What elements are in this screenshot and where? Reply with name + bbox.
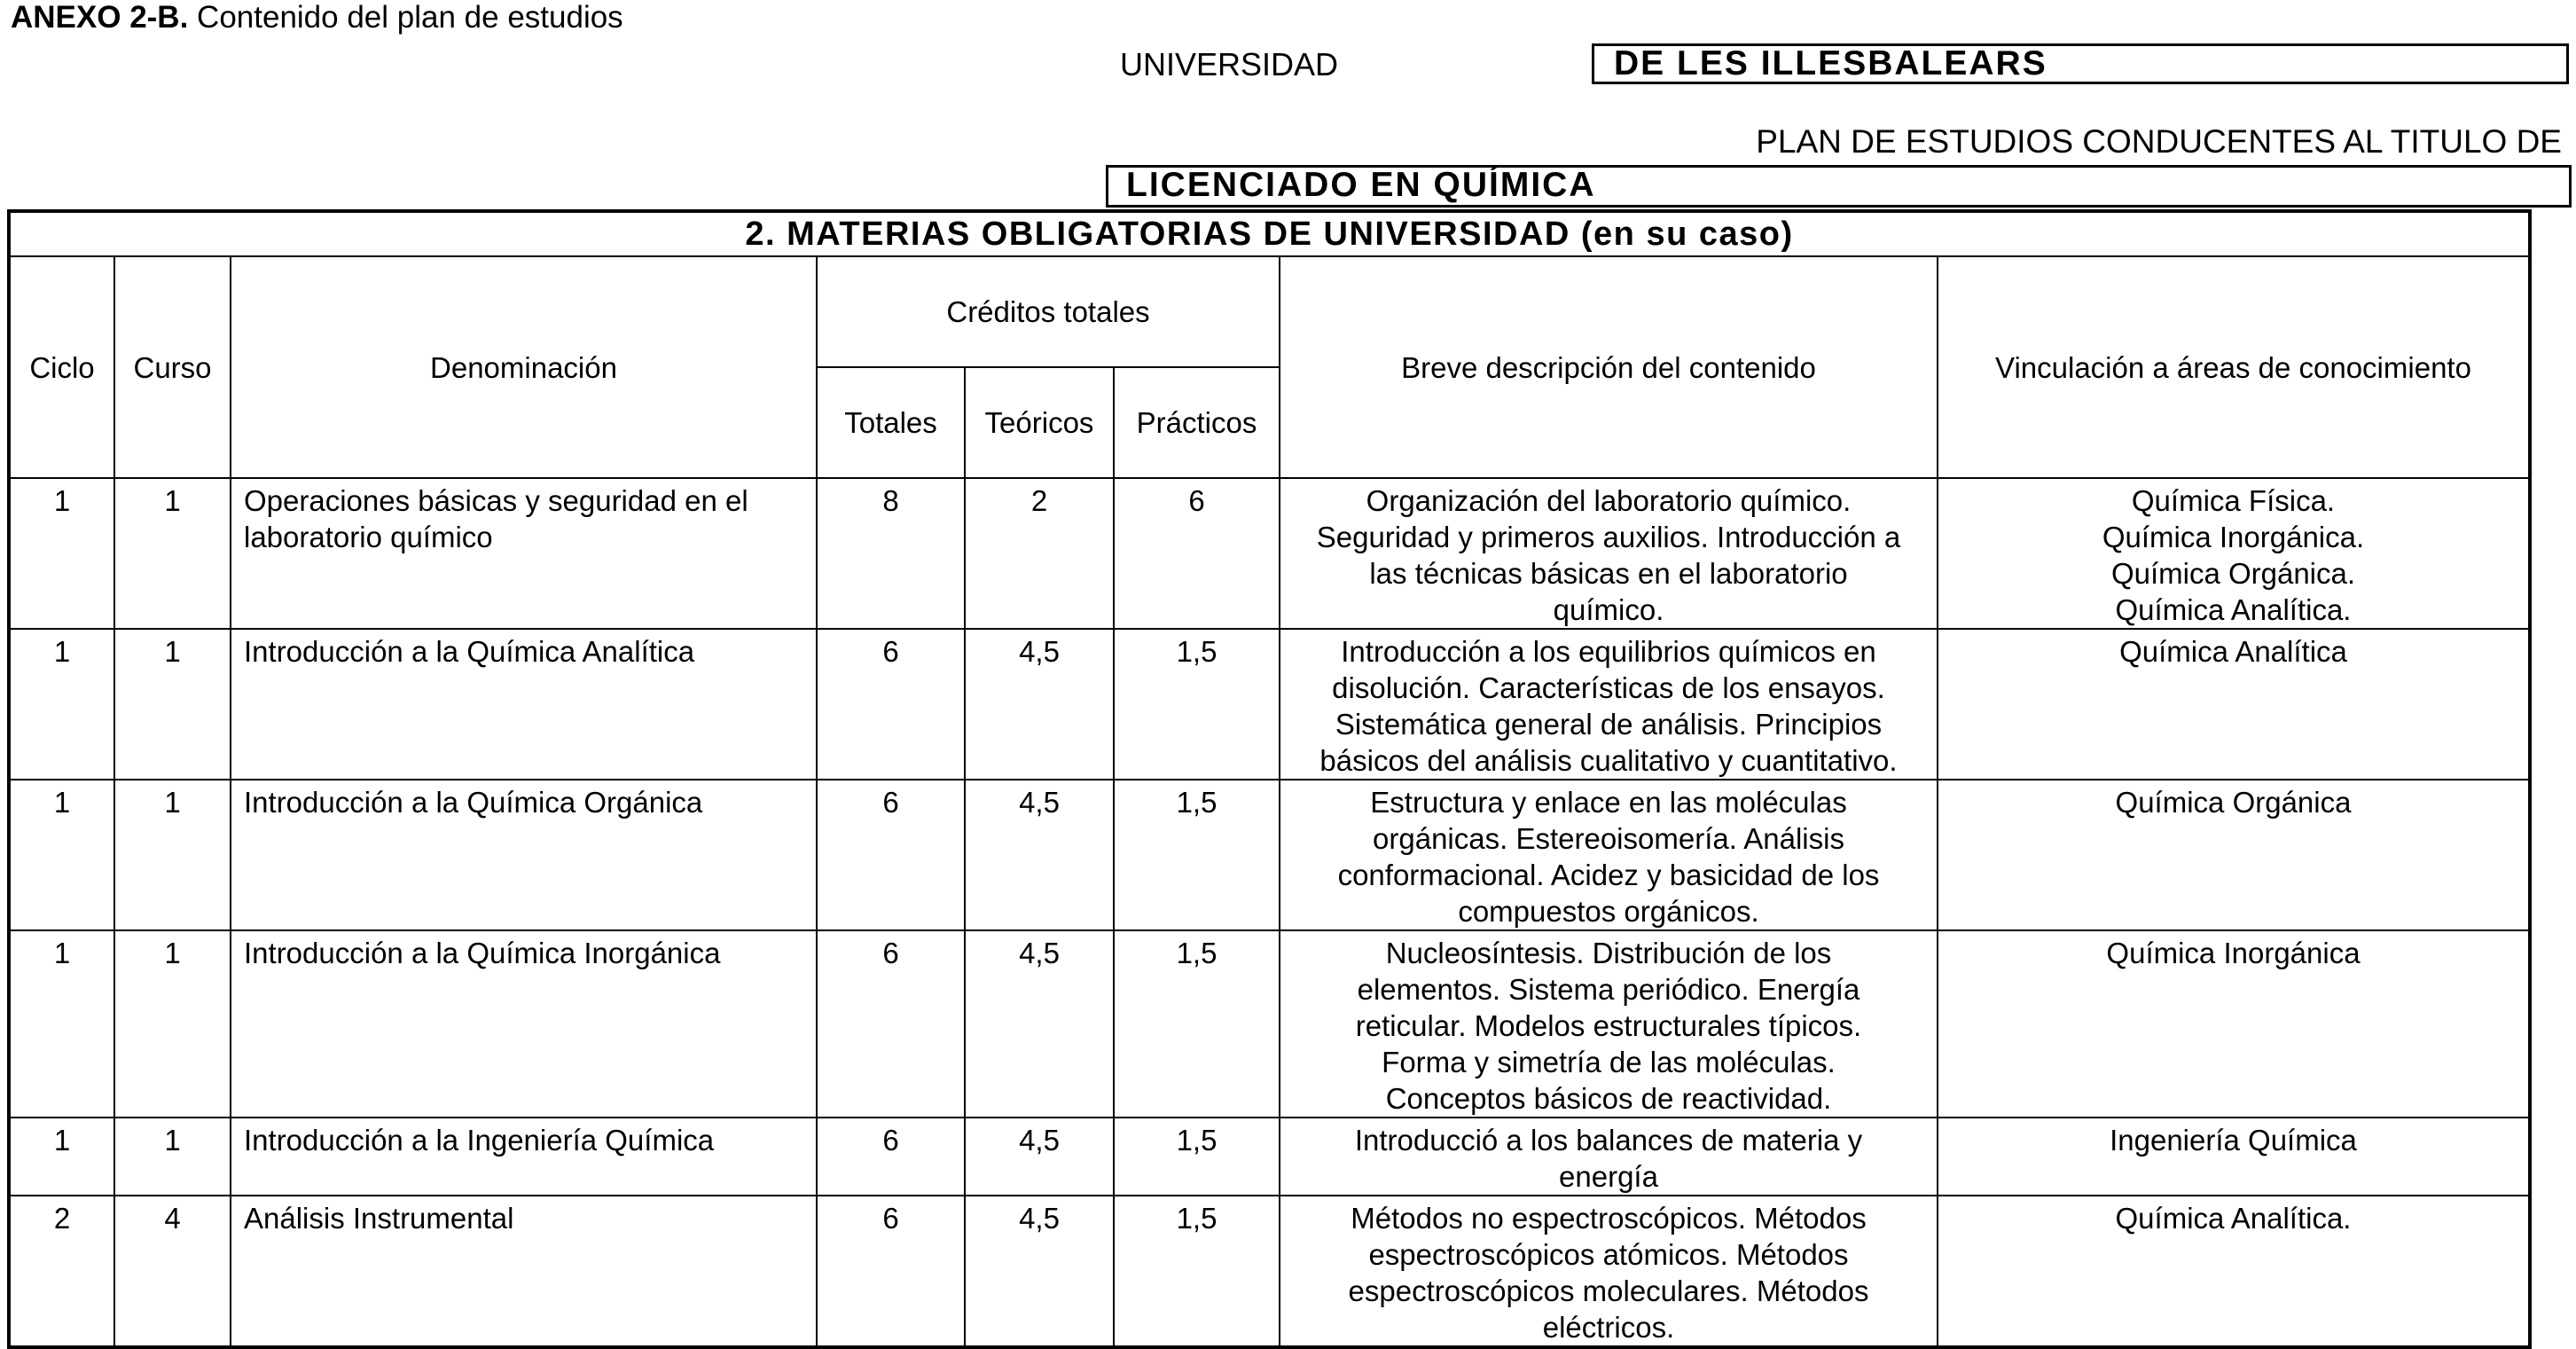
subjects-table-body	[9, 478, 2530, 1347]
cell-vinculacion	[1938, 1118, 2530, 1196]
cell-descripcion-line: energía	[1559, 1160, 1658, 1193]
cell-curso: 1	[114, 930, 231, 1118]
annex-heading	[11, 0, 623, 35]
cell-totales: 6	[817, 930, 965, 1118]
cell-descripcion-line: básicos del análisis cualitativo y cuantitativo.	[1319, 744, 1898, 777]
cell-vinculacion	[1938, 1196, 2530, 1347]
cell-descripcion-line: orgánicas. Estereoisomería. Análisis	[1373, 822, 1844, 855]
annex-label: ANEXO 2-B.	[11, 0, 189, 35]
header-creditos-totales: Créditos totales	[817, 256, 1280, 367]
cell-vinculacion-line: Química Orgánica.	[2110, 557, 2356, 590]
university-label: UNIVERSIDAD	[1120, 46, 1339, 82]
cell-descripcion	[1280, 1196, 1938, 1347]
cell-descripcion-line: Forma y simetría de las moléculas.	[1382, 1046, 1836, 1078]
cell-vinculacion-line: Química Orgánica	[2115, 786, 2352, 819]
section-title: 2. MATERIAS OBLIGATORIAS DE UNIVERSIDAD (en su caso)	[9, 211, 2530, 256]
cell-descripcion-line: Nucleosíntesis. Distribución de los	[1385, 937, 1832, 969]
cell-ciclo: 1	[9, 780, 114, 930]
cell-practicos: 6	[1114, 478, 1280, 629]
annex-title: Contenido del plan de estudios	[197, 0, 623, 35]
cell-practicos: 1,5	[1114, 1118, 1280, 1196]
cell-practicos: 1,5	[1114, 1196, 1280, 1347]
cell-teoricos: 4,5	[965, 930, 1114, 1118]
cell-teoricos: 4,5	[965, 629, 1114, 780]
cell-vinculacion-line: Química Inorgánica.	[2102, 521, 2365, 553]
cell-descripcion-line: conformacional. Acidez y basicidad de los	[1337, 859, 1880, 891]
cell-descripcion-line: Seguridad y primeros auxilios. Introducción a	[1316, 521, 1901, 553]
header-totales: Totales	[817, 367, 965, 478]
cell-descripcion-line: Organización del laboratorio químico.	[1366, 484, 1852, 517]
cell-descripcion	[1280, 629, 1938, 780]
cell-practicos: 1,5	[1114, 629, 1280, 780]
cell-practicos: 1,5	[1114, 930, 1280, 1118]
cell-vinculacion-line: Química Inorgánica	[2106, 937, 2361, 969]
cell-denominacion: Análisis Instrumental	[231, 1196, 817, 1347]
cell-descripcion-line: Métodos no espectroscópicos. Métodos	[1351, 1202, 1867, 1235]
cell-vinculacion	[1938, 629, 2530, 780]
subjects-table	[7, 209, 2532, 1349]
cell-totales: 8	[817, 478, 965, 629]
cell-descripcion-line: compuestos orgánicos.	[1458, 895, 1759, 928]
cell-teoricos: 2	[965, 478, 1114, 629]
table-row	[9, 1196, 2530, 1347]
cell-descripcion-line: las técnicas básicas en el laboratorio	[1369, 557, 1848, 590]
table-row	[9, 478, 2530, 629]
cell-denominacion: Introducción a la Química Orgánica	[231, 780, 817, 930]
header-practicos: Prácticos	[1114, 367, 1280, 478]
cell-ciclo: 1	[9, 930, 114, 1118]
cell-vinculacion	[1938, 478, 2530, 629]
cell-denominacion: Introducción a la Química Analítica	[231, 629, 817, 780]
cell-vinculacion-line: Química Analítica.	[2115, 593, 2352, 626]
cell-teoricos: 4,5	[965, 1196, 1114, 1347]
university-name-box: DE LES ILLESBALEARS	[1592, 43, 2569, 84]
cell-descripcion	[1280, 1118, 1938, 1196]
cell-descripcion-line: Introducción a los equilibrios químicos en	[1341, 635, 1876, 668]
cell-descripcion-line: Conceptos básicos de reactividad.	[1385, 1082, 1832, 1115]
cell-descripcion-line: espectroscópicos moleculares. Métodos	[1348, 1274, 1869, 1307]
cell-descripcion-line: Estructura y enlace en las moléculas	[1370, 786, 1847, 819]
cell-teoricos: 4,5	[965, 780, 1114, 930]
cell-descripcion	[1280, 478, 1938, 629]
cell-ciclo: 1	[9, 1118, 114, 1196]
cell-vinculacion-line: Química Analítica	[2119, 635, 2347, 668]
cell-ciclo: 2	[9, 1196, 114, 1347]
table-row	[9, 629, 2530, 780]
cell-descripcion-line: espectroscópicos atómicos. Métodos	[1368, 1238, 1849, 1271]
cell-descripcion-line: disolución. Características de los ensayos.	[1332, 671, 1885, 704]
header-ciclo: Ciclo	[9, 256, 114, 478]
table-row	[9, 930, 2530, 1118]
cell-vinculacion	[1938, 930, 2530, 1118]
cell-vinculacion-line: Química Física.	[2131, 484, 2336, 517]
header-curso: Curso	[114, 256, 231, 478]
cell-descripcion-line: químico.	[1553, 593, 1664, 626]
cell-vinculacion-line: Ingeniería Química	[2110, 1124, 2357, 1157]
header-descripcion: Breve descripción del contenido	[1280, 256, 1938, 478]
cell-descripcion-line: eléctricos.	[1542, 1311, 1675, 1344]
table-row	[9, 780, 2530, 930]
header-vinculacion: Vinculación a áreas de conocimiento	[1938, 256, 2530, 478]
cell-descripcion-line: elementos. Sistema periódico. Energía	[1357, 973, 1860, 1006]
cell-totales: 6	[817, 629, 965, 780]
cell-curso: 4	[114, 1196, 231, 1347]
cell-curso: 1	[114, 780, 231, 930]
cell-denominacion: Introducción a la Química Inorgánica	[231, 930, 817, 1118]
cell-denominacion: Operaciones básicas y seguridad en el laboratorio químico	[231, 478, 817, 629]
cell-curso: 1	[114, 478, 231, 629]
cell-totales: 6	[817, 1118, 965, 1196]
cell-totales: 6	[817, 780, 965, 930]
cell-descripcion	[1280, 780, 1938, 930]
table-row	[9, 1118, 2530, 1196]
cell-teoricos: 4,5	[965, 1118, 1114, 1196]
plan-label: PLAN DE ESTUDIOS CONDUCENTES AL TITULO DE	[1756, 123, 2562, 160]
cell-ciclo: 1	[9, 629, 114, 780]
cell-curso: 1	[114, 629, 231, 780]
cell-totales: 6	[817, 1196, 965, 1347]
cell-descripcion-line: Sistemática general de análisis. Principios	[1335, 708, 1883, 741]
cell-curso: 1	[114, 1118, 231, 1196]
cell-descripcion	[1280, 930, 1938, 1118]
cell-practicos: 1,5	[1114, 780, 1280, 930]
cell-descripcion-line: reticular. Modelos estructurales típicos.	[1355, 1009, 1862, 1042]
header-denominacion: Denominación	[231, 256, 817, 478]
header-teoricos: Teóricos	[965, 367, 1114, 478]
cell-vinculacion-line: Química Analítica.	[2115, 1202, 2352, 1235]
cell-descripcion-line: Introducció a los balances de materia y	[1354, 1124, 1863, 1157]
degree-title-box: LICENCIADO EN QUÍMICA	[1106, 165, 2572, 208]
cell-ciclo: 1	[9, 478, 114, 629]
cell-vinculacion	[1938, 780, 2530, 930]
cell-denominacion: Introducción a la Ingeniería Química	[231, 1118, 817, 1196]
